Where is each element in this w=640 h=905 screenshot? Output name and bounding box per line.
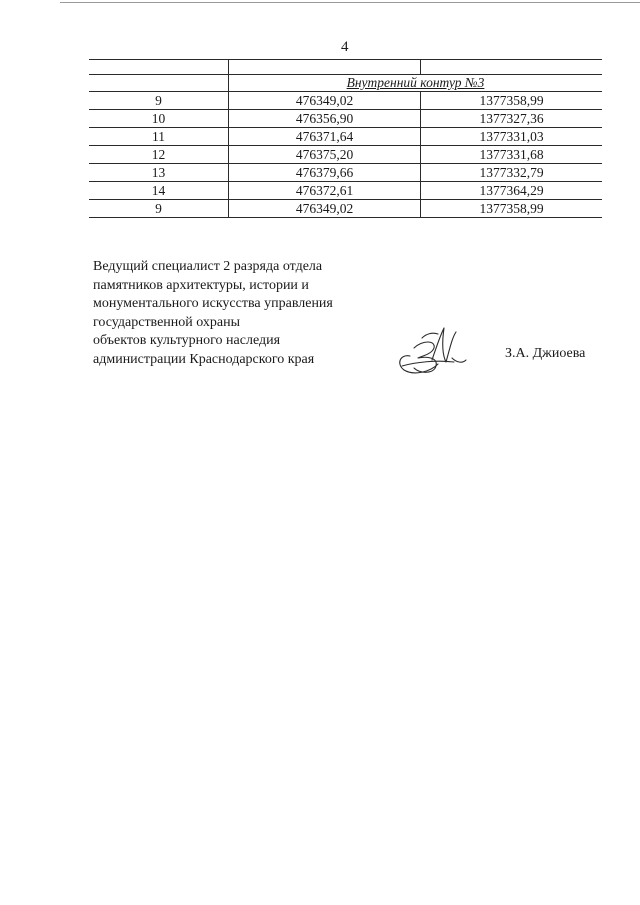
position-line: государственной охраны — [93, 314, 241, 330]
x-coordinate-cell: 476356,90 — [229, 110, 421, 128]
x-coordinate-cell: 476349,02 — [229, 92, 421, 110]
table-cell-empty — [421, 60, 603, 75]
y-coordinate-cell: 1377358,99 — [421, 92, 603, 110]
handwritten-signature-icon — [392, 318, 470, 380]
table-row — [89, 164, 602, 182]
signatory-position — [93, 258, 393, 370]
table-row — [89, 92, 602, 110]
table-contour-header-row — [89, 75, 602, 92]
position-line: памятников архитектуры, истории и — [93, 277, 309, 293]
page-top-edge-line — [60, 2, 640, 3]
position-line: Ведущий специалист 2 разряда отдела — [93, 259, 323, 274]
table-row — [89, 200, 602, 218]
contour-title: Внутренний контур №3 — [229, 75, 603, 92]
point-number-cell: 11 — [89, 128, 229, 146]
coordinates-table — [89, 59, 602, 218]
y-coordinate-cell: 1377332,79 — [421, 164, 603, 182]
table-cell-empty — [89, 75, 229, 92]
position-line: объектов культурного наследия — [93, 333, 281, 349]
page-number: 4 — [341, 39, 349, 55]
point-number-cell: 13 — [89, 164, 229, 182]
signatory-name: З.А. Джиоева — [505, 346, 586, 361]
table-cell-empty — [89, 60, 229, 75]
x-coordinate-cell: 476349,02 — [229, 200, 421, 218]
point-number-cell: 9 — [89, 92, 229, 110]
coordinates-table-body — [89, 60, 602, 218]
x-coordinate-cell: 476371,64 — [229, 128, 421, 146]
x-coordinate-cell: 476375,20 — [229, 146, 421, 164]
point-number-cell: 9 — [89, 200, 229, 218]
position-line: администрации Краснодарского края — [93, 351, 315, 367]
y-coordinate-cell: 1377331,03 — [421, 128, 603, 146]
point-number-cell: 12 — [89, 146, 229, 164]
y-coordinate-cell: 1377358,99 — [421, 200, 603, 218]
table-row — [89, 128, 602, 146]
x-coordinate-cell: 476379,66 — [229, 164, 421, 182]
point-number-cell: 10 — [89, 110, 229, 128]
y-coordinate-cell: 1377364,29 — [421, 182, 603, 200]
position-line: монументального искусства управления — [93, 296, 333, 312]
point-number-cell: 14 — [89, 182, 229, 200]
y-coordinate-cell: 1377327,36 — [421, 110, 603, 128]
table-row — [89, 146, 602, 164]
table-empty-row — [89, 60, 602, 75]
table-row — [89, 110, 602, 128]
y-coordinate-cell: 1377331,68 — [421, 146, 603, 164]
table-row — [89, 182, 602, 200]
x-coordinate-cell: 476372,61 — [229, 182, 421, 200]
table-cell-empty — [229, 60, 421, 75]
